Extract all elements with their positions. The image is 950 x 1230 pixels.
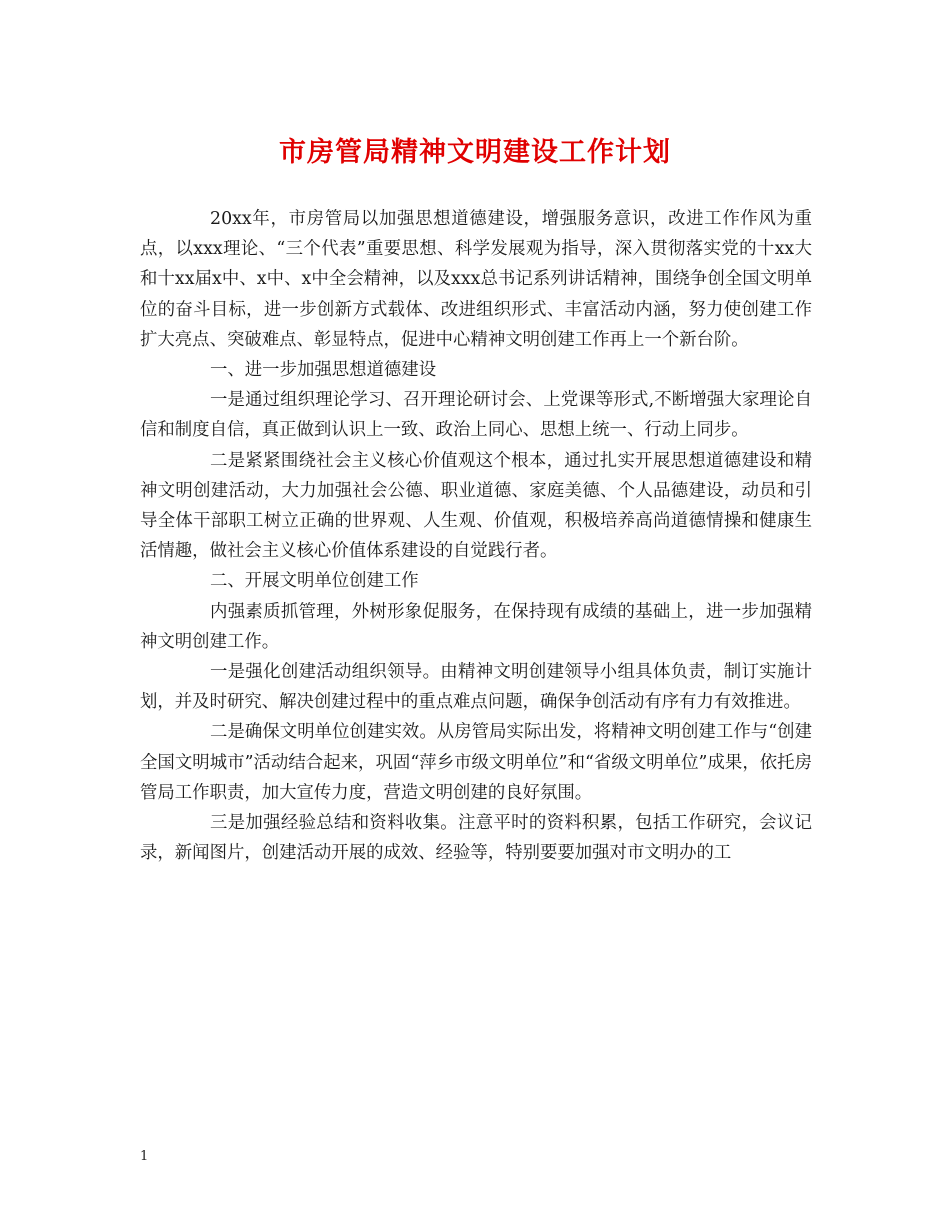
body-paragraph: 二是紧紧围绕社会主义核心价值观这个根本，通过扎实开展思想道德建设和精神文明创建活动，大力加强社会公德、职业道德、家庭美德、个人品德建设，动员和引导全体干部职工树立正确的世界观、人生观、价值观，积极培养高尚道德情操和健康生活情趣，做社会主义核心价值体系建设的自觉践行者。 (140, 450, 812, 562)
document-body (140, 204, 812, 868)
body-paragraph: 二是确保文明单位创建实效。从房管局实际出发，将精神文明创建工作与“创建全国文明城市”活动结合起来，巩固“萍乡市级文明单位”和“省级文明单位”成果，依托房管局工作职责，加大宣传力度，营造文明创建的良好氛围。 (140, 722, 812, 803)
page-number: 1 (140, 1149, 149, 1164)
section-heading-1: 一、进一步加强思想道德建设 (210, 360, 437, 381)
document-title: 市房管局精神文明建设工作计划 (279, 137, 671, 168)
intro-paragraph: 20xx年，市房管局以加强思想道德建设，增强服务意识，改进工作作风为重点，以xxx理论、“三个代表”重要思想、科学发展观为指导，深入贯彻落实党的十xx大和十xx届x中、x中、x中全会精神，以及xxx总书记系列讲话精神，围绕争创全国文明单位的奋斗目标，进一步创新方式载体、改进组织形式、丰富活动内涵，努力使创建工作扩大亮点、突破难点、彰显特点，促进中心精神文明创建工作再上一个新台阶。 (140, 209, 812, 350)
body-paragraph: 内强素质抓管理，外树形象促服务，在保持现有成绩的基础上，进一步加强精神文明创建工作。 (140, 601, 812, 652)
body-paragraph: 三是加强经验总结和资料收集。注意平时的资料积累，包括工作研究，会议记录，新闻图片，创建活动开展的成效、经验等，特别要要加强对市文明办的工 (140, 813, 812, 864)
body-paragraph: 一是强化创建活动组织领导。由精神文明创建领导小组具体负责，制订实施计划，并及时研究、解决创建过程中的重点难点问题，确保争创活动有序有力有效推进。 (140, 662, 812, 713)
body-paragraph: 一是通过组织理论学习、召开理论研讨会、上党课等形式,不断增强大家理论自信和制度自信，真正做到认识上一致、政治上同心、思想上统一、行动上同步。 (140, 390, 812, 441)
section-heading-2: 二、开展文明单位创建工作 (210, 571, 419, 592)
